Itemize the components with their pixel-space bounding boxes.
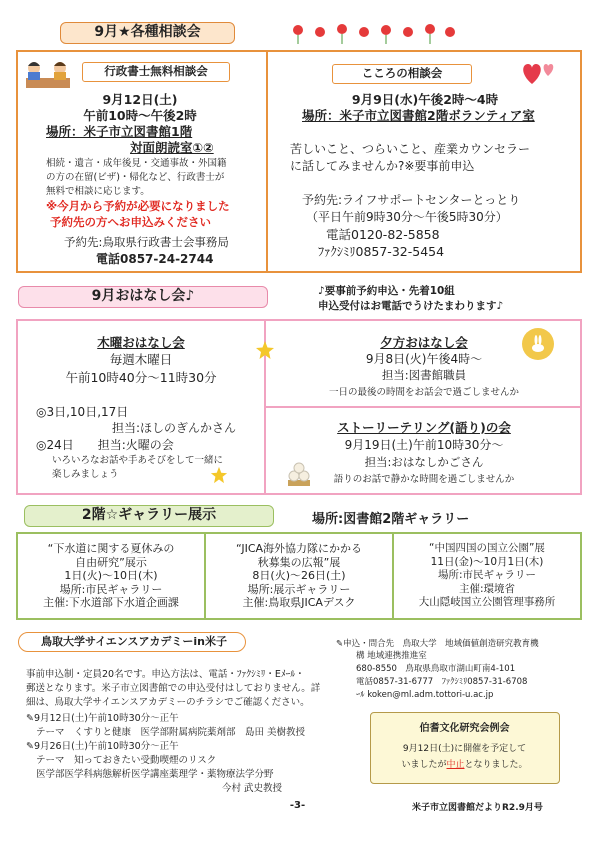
science-contact-4: 電話0857-31-6777 ﾌｧｸｼﾐﾘ0857-31-6708 — [356, 677, 528, 687]
science-event-2-dept: 医学部医学科病態解析医学講座薬理学・薬物療法学分野 — [36, 769, 274, 780]
gallery-item — [18, 542, 204, 610]
heart-icon — [518, 58, 558, 88]
gallery-item-line: 大山隠岐国立公園管理事務所 — [418, 596, 556, 608]
mokuyo-sub: 毎週木曜日 — [109, 352, 173, 367]
yugata-title: 夕方おはなし会 — [380, 335, 468, 350]
gyosei-contact-1: 予約先:鳥取県行政書士会事務局 — [64, 235, 229, 249]
science-contact-3: 680-8550 鳥取県鳥取市湖山町南4-101 — [356, 664, 516, 674]
story-title: ストーリーテリング(語り)の会 — [337, 420, 511, 435]
gallery-item-line: 場所:市民ギャラリー — [59, 582, 163, 596]
kokoro-tel: 電話0120-82-5858 — [326, 227, 440, 242]
consult-divider — [266, 50, 268, 273]
science-body-2: 郵送となります。米子市立図書館での申込受付はしておりません。詳 — [26, 683, 321, 694]
hakuzu-line-1: 9月12日(土)に開催を予定して — [402, 744, 527, 754]
gallery-item-line: 主催:下水道部下水道企画課 — [43, 596, 179, 609]
kokoro-fax: ﾌｧｸｼﾐﾘ0857-32-5454 — [318, 244, 445, 259]
gyosei-desc-3: 無料で相談に応じます。 — [46, 186, 150, 197]
gyosei-room: 対面朗読室①② — [130, 140, 214, 155]
mokuyo-dates-1: ◎3日,10日,17日 — [36, 405, 129, 419]
gallery-item-line: 場所:市民ギャラリー — [437, 569, 537, 581]
story-desc: 語りのお話で静かな時間を過ごしませんか — [333, 474, 515, 485]
science-contact-2: 構 地域連携推進室 — [356, 651, 427, 661]
science-event-2-theme: テーマ 知っておきたい受動喫煙のリスク — [36, 755, 217, 766]
hakuzu-line-2c: となりました。 — [464, 760, 528, 770]
gyosei-place: 場所：米子市立図書館1階 — [46, 124, 193, 139]
mokuyo-staff-1: 担当:ほしのぎんかさん — [112, 421, 237, 435]
gallery-item — [394, 542, 580, 610]
yugata-staff: 担当:図書館職員 — [381, 368, 467, 382]
gallery-item-line: “JICA海外協力隊にかかる — [235, 542, 363, 555]
kokoro-contact-1: 予約先:ライフサポートセンターとっとり — [302, 193, 521, 207]
gallery-item-line: 秋募集の広報”展 — [257, 555, 341, 569]
gallery-item-line: “下水道に関する夏休みの — [47, 542, 175, 555]
flower-decoration-icon — [288, 22, 458, 44]
gallery-place: 場所:図書館2階ギャラリー — [312, 512, 470, 527]
science-event-2-date: ✎9月26日(土)午前10時30分～正午 — [26, 741, 179, 752]
hakuzu-notice — [370, 712, 560, 784]
mokuyo-desc-2: 楽しみましょう — [52, 469, 119, 480]
gallery-item-line: 主催:環境省 — [458, 582, 516, 595]
gyosei-contact-2: 電話0857-24-2744 — [96, 252, 214, 266]
page-number: -3- — [289, 800, 306, 811]
gallery-item-line: “中国四国の国立公園”展 — [429, 542, 545, 554]
mokuyo-title: 木曜おはなし会 — [97, 335, 185, 350]
ohanashi-note-2: 申込受付はお電話でうけたまわります♪ — [318, 300, 504, 312]
gyosei-notice-2: 予約先の方へお申込みください — [50, 215, 211, 229]
ohanashi-note-1: ♪要事前予約申込・先着10組 — [318, 285, 455, 297]
science-body-1: 事前申込制・定員20名です。申込方法は、電話・ﾌｧｸｼﾐﾘ・Eﾒｰﾙ・ — [26, 669, 305, 680]
gallery-item-line: 8日(火)～26日(土) — [252, 569, 346, 582]
ohanashi-hdivider — [264, 406, 582, 408]
science-contact-5: ｰﾙ koken@ml.adm.tottori-u.ac.jp — [356, 690, 494, 700]
gyosei-desc-2: の方の在留(ビザ)・帰化など、行政書士が — [46, 172, 225, 183]
gallery-item-line: 主催:鳥取県JICAデスク — [242, 596, 356, 609]
hakuzu-line-2 — [371, 757, 558, 770]
gyosei-date: 9月12日(土) — [102, 92, 178, 107]
science-body-3: 細は、鳥取大学サイエンスアカデミーのチラシでご確認ください。 — [26, 697, 310, 708]
issue-label: 米子市立図書館だよりR2.9月号 — [412, 803, 543, 813]
gyosei-title: 行政書士無料相談会 — [82, 62, 230, 82]
kokoro-desc-1: 苦しいこと、つらいこと、産業カウンセラー — [290, 142, 531, 156]
science-event-2-lecturer: 今村 武史教授 — [222, 783, 283, 794]
gallery-section-tab: 2階☆ギャラリー展示 — [24, 505, 274, 527]
gallery-item-line: 1日(火)～10日(木) — [64, 569, 158, 582]
gallery-item — [206, 542, 392, 610]
story-date: 9月19日(土)午前10時30分～ — [344, 438, 504, 452]
gyosei-notice-1: ※今月から予約が必要になりました — [46, 199, 230, 213]
science-event-1-theme: テーマ くすりと健康 医学部附属病院薬剤部 島田 美樹教授 — [36, 727, 306, 738]
gyosei-desc-1: 相続・遺言・成年後見・交通事故・外国籍 — [46, 158, 227, 169]
ohanashi-section-tab: 9月おはなし会♪ — [18, 286, 268, 308]
mokuyo-dates-2: ◎24日 担当:火曜の会 — [36, 438, 174, 452]
gallery-item-line: 自由研究”展示 — [75, 555, 147, 569]
small-star-icon — [210, 466, 228, 484]
gallery-item-line: 11日(金)～10月1日(木) — [430, 555, 544, 568]
yugata-date: 9月8日(火)午後4時～ — [365, 352, 483, 366]
kokoro-contact-2: （平日午前9時30分～午後5時30分） — [306, 210, 508, 224]
gyosei-time: 午前10時～午後2時 — [83, 108, 197, 123]
science-event-1-date: ✎9月12日(土)午前10時30分～正午 — [26, 713, 179, 724]
kokoro-place: 場所：米子市立図書館2階ボランティア室 — [302, 108, 535, 123]
yugata-desc: 一日の最後の時間をお話会で過ごしませんか — [328, 387, 519, 398]
mokuyo-desc-1: いろいろなお話や手あそびをして一緒に — [52, 455, 224, 466]
kokoro-title: こころの相談会 — [332, 64, 472, 84]
kokoro-date: 9月9日(水)午後2時～4時 — [351, 92, 499, 107]
science-section-tab: 鳥取大学サイエンスアカデミーin米子 — [18, 632, 246, 652]
science-contact-1: ✎申込・問合先 鳥取大学 地域価値創造研究教育機 — [336, 639, 539, 649]
story-staff: 担当:おはなしかごさん — [364, 455, 484, 469]
hakuzu-line-2a: いましたが — [401, 760, 447, 770]
gallery-item-line: 場所:展示ギャラリー — [247, 582, 351, 596]
mokuyo-time: 午前10時40分～11時30分 — [65, 370, 217, 385]
kokoro-desc-2: に話してみませんか?※要事前申込 — [290, 159, 475, 173]
hakuzu-title: 伯耆文化研究会例会 — [419, 723, 510, 734]
hakuzu-cancel: 中止 — [446, 760, 465, 770]
people-consultation-icon — [22, 58, 74, 90]
consult-section-tab: 9月★各種相談会 — [60, 22, 235, 44]
